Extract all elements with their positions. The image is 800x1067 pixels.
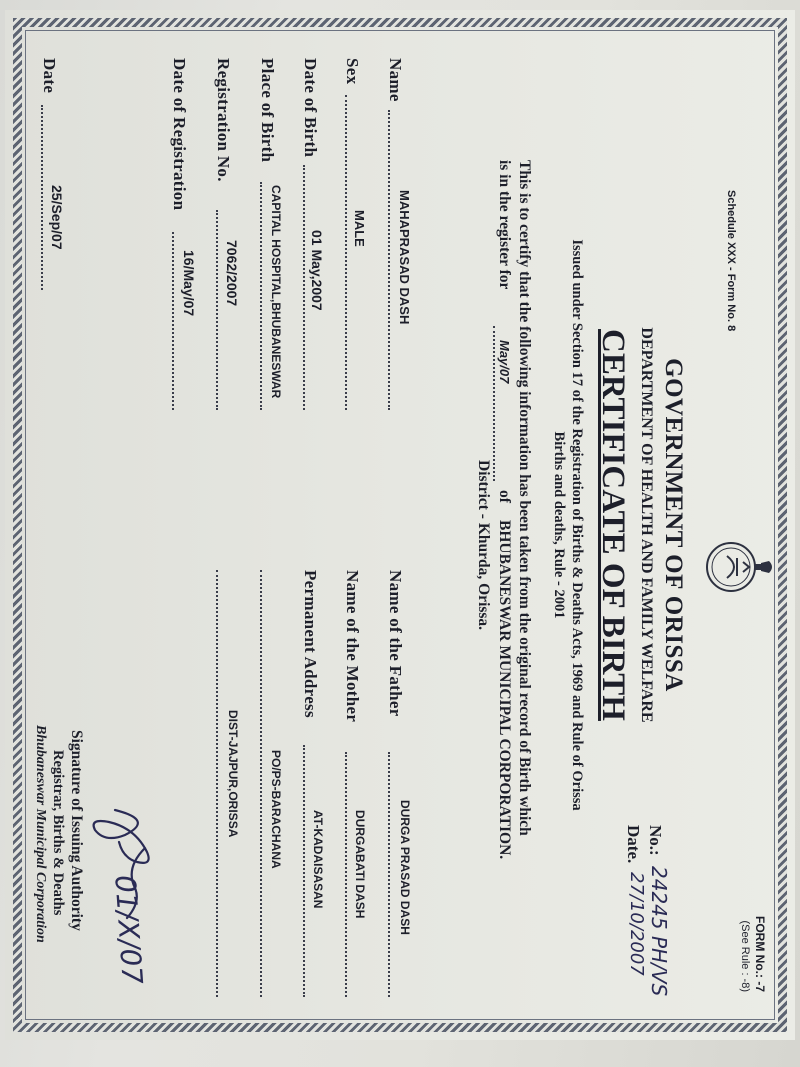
pob-dots: [260, 182, 262, 410]
address-label: Permanent Address: [301, 570, 320, 718]
signature-corporation: Bhubaneswar Municipal Corporation: [33, 725, 48, 943]
address-line-3: DIST-JAJPUR,ORISSA: [226, 710, 240, 838]
certify-line-2: is in the register for: [496, 160, 513, 290]
dob-value: 01 May,2007: [309, 230, 325, 311]
regno-dots: [216, 210, 218, 410]
name-label: Name: [386, 58, 405, 102]
name-value: MAHAPRASAD DASH: [397, 190, 412, 325]
schedule-reference: Schedule XXX - Form No. 8: [725, 190, 737, 332]
sex-label: Sex: [343, 58, 362, 85]
number-label: No.:: [646, 825, 665, 856]
form-rule: (See Rule : -8): [739, 920, 751, 992]
certify-district: District - Khurda, Orissa.: [475, 460, 492, 631]
issued-under-text: Issued under Section 17 of the Registration of Births & Deaths Acts, 1969 and Rule of Orissa: [569, 239, 585, 811]
mother-label: Name of the Mother: [343, 570, 362, 723]
mother-dots: [345, 752, 347, 997]
address-dots-3: [216, 570, 218, 997]
father-label: Name of the Father: [386, 570, 405, 717]
issue-date-label: Date.: [624, 825, 643, 864]
issued-under-text-2: Births and deaths, Rule - 2001: [551, 431, 567, 619]
issue-date-value: 27/10/2007: [626, 872, 647, 976]
dob-label: Date of Birth: [301, 58, 320, 158]
form-number: FORM No.: -7: [753, 916, 767, 992]
regdate-dots: [172, 232, 174, 410]
father-dots: [388, 752, 390, 997]
date-value: 25/Sep/07: [49, 185, 65, 250]
regdate-value: 16/May/07: [181, 250, 197, 317]
sex-dots: [345, 95, 347, 410]
certificate-title: CERTIFICATE OF BIRTH: [595, 329, 631, 721]
certify-of: of: [496, 490, 513, 503]
certify-authority: BHUBANESWAR MUNICIPAL CORPORATION.: [496, 520, 513, 860]
pob-label: Place of Birth: [258, 58, 277, 163]
name-dots: [388, 110, 390, 410]
signature-registrar: Registrar, Births & Deaths: [50, 750, 66, 916]
sex-value: MALE: [352, 210, 367, 247]
birth-certificate: [5, 10, 795, 1040]
address-line-2: PO/PS-BARACHANA: [269, 750, 283, 869]
regdate-label: Date of Registration: [170, 58, 189, 211]
register-for-dots: [493, 326, 495, 481]
mother-value: DURGABATI DASH: [353, 810, 367, 919]
signature-date: 01/X/07: [108, 873, 149, 986]
state-emblem-icon: [695, 536, 775, 598]
father-value: DURGA PRASAD DASH: [398, 800, 412, 935]
address-line-1: AT-KADAISASAN: [311, 810, 325, 909]
address-dots-1: [303, 745, 305, 997]
signature-title: Signature of Issuing Authority: [68, 730, 85, 931]
register-for-value: May/07: [497, 340, 512, 384]
date-dots: [41, 105, 43, 290]
address-dots-2: [260, 570, 262, 997]
regno-label: Registration No.: [214, 58, 233, 182]
government-heading: GOVERNMENT OF ORISSA: [660, 358, 687, 692]
date-label: Date: [40, 58, 59, 94]
pob-value: CAPITAL HOSPITAL,BHUBANESWAR: [269, 185, 283, 399]
dob-dots: [303, 165, 305, 410]
regno-value: 7062/2007: [224, 240, 240, 307]
certify-line-1: This is to certify that the following information has been taken from the original record of Birth which: [516, 160, 533, 836]
number-value: 24245 PH/VS: [647, 866, 671, 997]
department-heading: DEPARTMENT OF HEALTH AND FAMILY WELFARE: [638, 327, 655, 723]
